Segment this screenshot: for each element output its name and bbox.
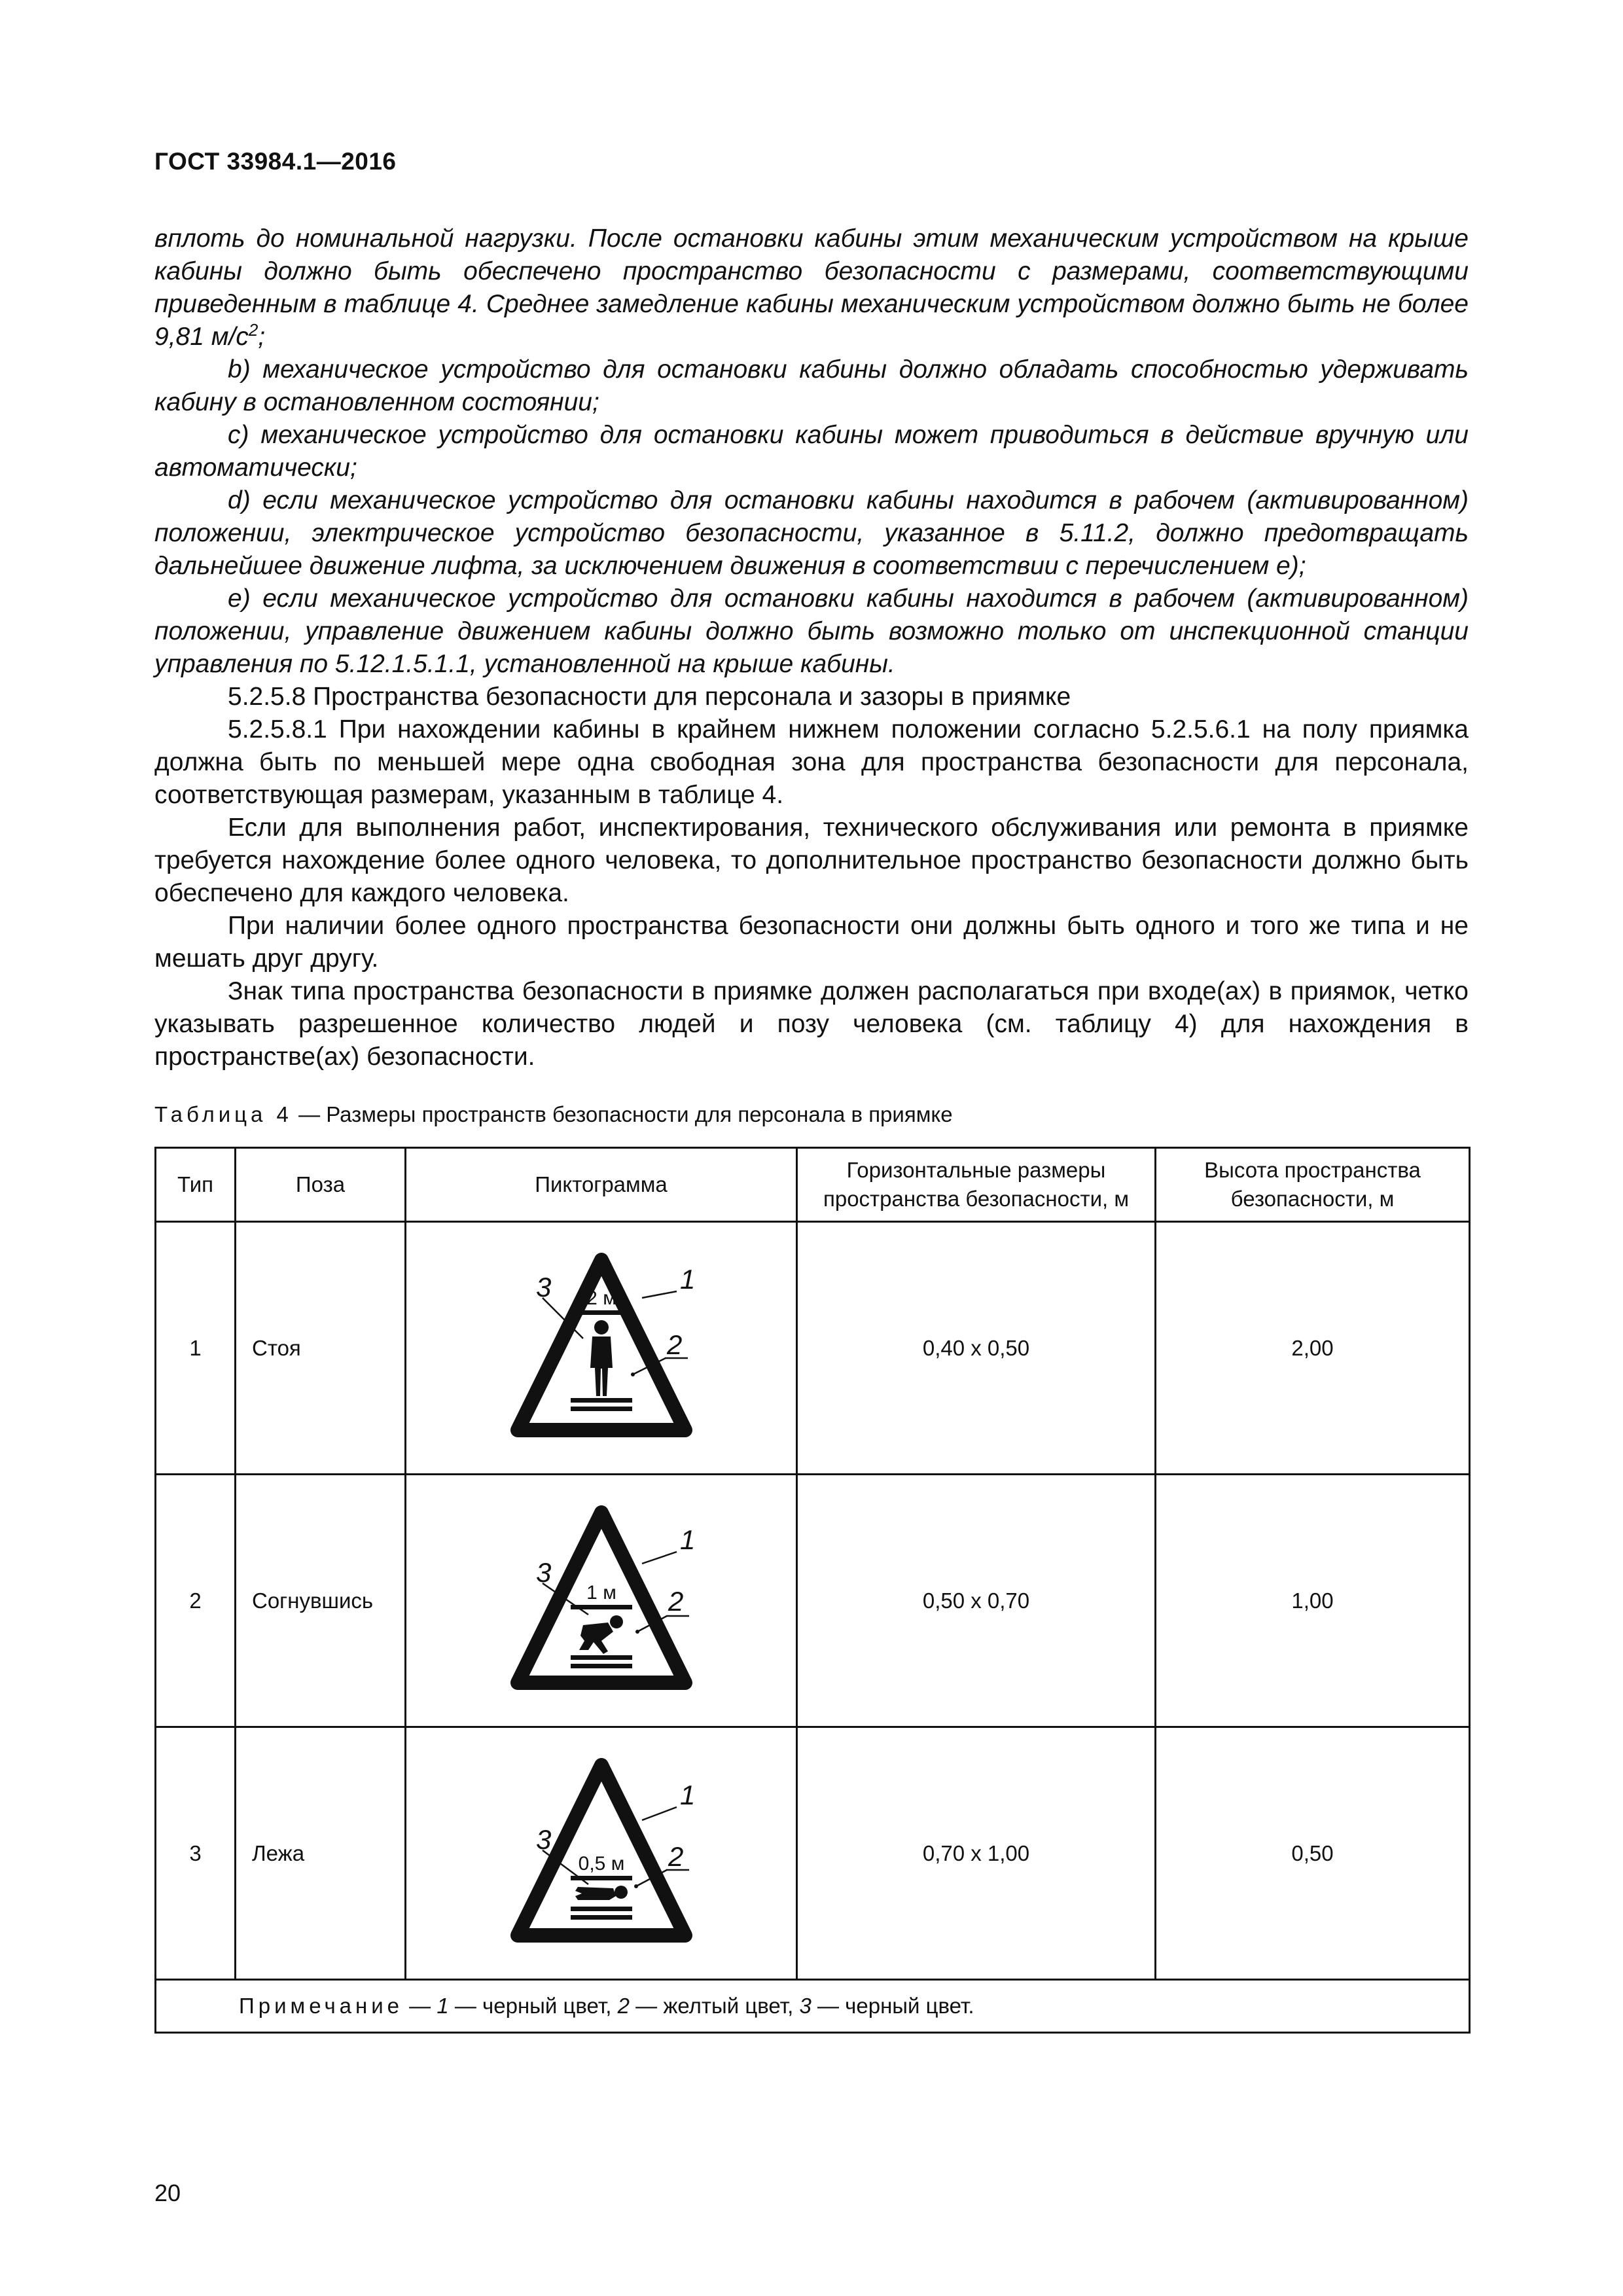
safety-space-table [154,1147,1471,2034]
standing-person-sign-icon [444,1234,758,1463]
callout-1: 1 [679,1524,695,1555]
callout-3: 3 [535,1556,551,1588]
cell-pose: Согнувшись [236,1475,406,1727]
callout-2: 2 [668,1840,683,1872]
paragraph: d) если механическое устройство для остановки кабины находится в рабочем (активированном) положении, электрическое устройство безопасности, указанное в 5.11.2, должно предотвращать дальнейшее движение лифта, за исключением движения в соответствии с перечислением е); [154,486,1469,580]
cell-height: 0,50 [1156,1727,1470,1980]
section-heading: 5.2.5.8 Пространства безопасности для персонала и зазоры в приямке [228,683,1071,711]
paragraph: c) механическое устройство для остановки кабины может приводиться в действие вручную или автоматически; [154,421,1469,482]
cell-horizontal: 0,40 x 0,50 [797,1222,1156,1475]
cell-height: 1,00 [1156,1475,1470,1727]
height-label: 0,5 м [578,1852,624,1874]
page-number: 20 [154,2179,181,2206]
paragraph: e) если механическое устройство для остановки кабины находится в рабочем (активированном) положении, управление движением кабины должно быть возможно только от инспекционной станции управления по 5.12.1.5.1.1, установленной на крыше кабины. [154,584,1469,678]
callout-1: 1 [679,1779,695,1810]
paragraph: Если для выполнения работ, инспектирования, технического обслуживания или ремонта в приямке требуется нахождение более одного человека, то дополнительное пространство безопасности должно быть обеспечено для каждого человека. [154,814,1469,907]
paragraph: 5.2.5.8.1 При нахождении кабины в крайнем нижнем положении согласно 5.2.5.6.1 на полу приямка должна быть по меньшей мере одна свободная зона для пространства безопасности для персонала, соответствующая размерам, указанным в таблице 4. [154,715,1469,809]
height-label: 2 м [586,1287,616,1309]
cell-pictogram [406,1727,797,1980]
cell-height: 2,00 [1156,1222,1470,1475]
cell-type: 1 [156,1222,236,1475]
lying-person-sign-icon [444,1739,758,1968]
callout-2: 2 [666,1329,682,1360]
paragraph: При наличии более одного пространства безопасности они должны быть одного и того же типа и не мешать друг другу. [154,912,1469,973]
cell-pose: Лежа [236,1727,406,1980]
paragraph: Знак типа пространства безопасности в приямке должен располагаться при входе(ах) в приямок, четко указывать разрешенное количество людей и позу человека (см. таблицу 4) для нахождения в пространстве(ах) безопасности. [154,977,1469,1071]
header-cell-type: Тип [156,1148,236,1222]
header-cell-horizontal: Горизонтальные размеры пространства безопасности, м [797,1148,1156,1222]
body-text [154,223,1469,1073]
header-cell-height: Высота пространства безопасности, м [1156,1148,1470,1222]
paragraph: b) механическое устройство для остановки кабины должно обладать способностью удерживать кабину в остановленном состоянии; [154,355,1469,416]
table-row [156,1475,1470,1727]
header-cell-pose: Поза [236,1148,406,1222]
callout-3: 3 [535,1271,551,1302]
bending-person-sign-icon [444,1486,758,1715]
cell-horizontal: 0,50 x 0,70 [797,1475,1156,1727]
cell-horizontal: 0,70 x 1,00 [797,1727,1156,1980]
cell-pictogram [406,1222,797,1475]
paragraph: вплоть до номинальной нагрузки. После остановки кабины этим механическим устройством на крыше кабины должно быть обеспечено пространство безопасности с размерами, соответствующими приведенным в таблице 4. Среднее замедление кабины механическим устройством должно быть не более 9,81 $м/с^2$; [154,224,1469,351]
table-row [156,1727,1470,1980]
height-label: 1 м [586,1581,616,1604]
cell-pose: Стоя [236,1222,406,1475]
table-header-row [156,1148,1470,1222]
callout-3: 3 [535,1823,551,1855]
table-note: Примечание — 1 — черный цвет, 2 — желтый цвет, 3 — черный цвет. [156,1980,1470,2033]
table-note-row [156,1980,1470,2033]
cell-type: 3 [156,1727,236,1980]
table-row [156,1222,1470,1475]
table-caption: Таблица 4 — Размеры пространств безопасности для персонала в приямке [154,1102,953,1126]
document-header: ГОСТ 33984.1—2016 [154,148,397,175]
cell-type: 2 [156,1475,236,1727]
callout-2: 2 [668,1585,683,1617]
header-cell-pictogram: Пиктограмма [406,1148,797,1222]
cell-pictogram [406,1475,797,1727]
callout-1: 1 [679,1263,695,1295]
